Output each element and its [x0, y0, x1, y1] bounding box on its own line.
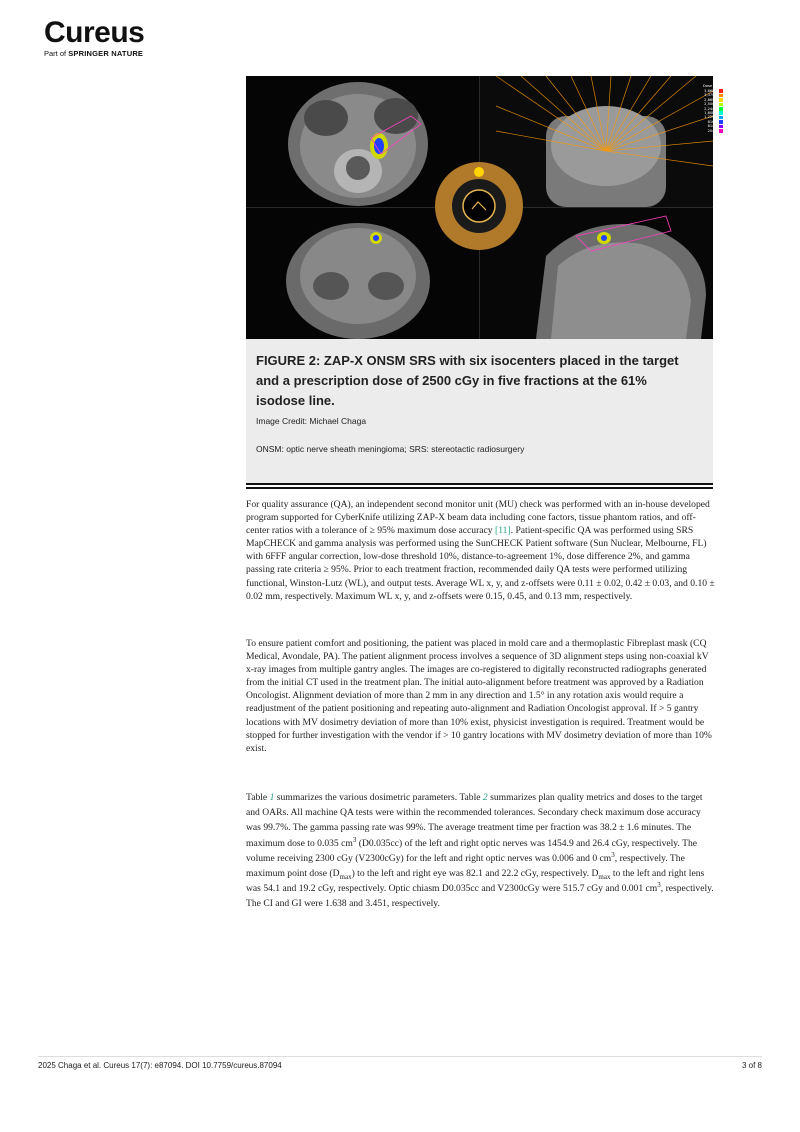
p1-text-b: . Patient-specific QA was performed using SRS MapCHECK and gamma analysis was performed using the SunCHECK Patient software (Sun Nuclear, Melbourne, FL) with 6FFF angular correction, low-dose threshold 10%, distance-to-agreement 1%, dose difference 2%, and gamma passing rate criteria ≥ 95%. Prior to each treatment fraction, recommended daily QA tests were performed utilizing functional, Winston-Lutz (WL), and output tests. Average WL x, y, and z-offsets were 0.11 ± 0.02, 0.42 ± 0.03, and 0.10 ± 0.02 mm, respectively. Maximum WL x, y, and z-offsets were 0.15, 0.45, and 0.13 mm, respectively.	[246, 525, 715, 602]
p3-sup-2: 3	[611, 850, 615, 859]
paragraph-positioning	[246, 637, 716, 755]
dose-legend-swatch	[719, 129, 723, 133]
footer-page-number: 3 of 8	[741, 1061, 762, 1070]
dose-legend-swatch	[719, 94, 723, 98]
dose-legend-swatch	[719, 120, 723, 124]
logo-wordmark: Cureus	[44, 16, 145, 49]
dose-legend-value: 2,500.0	[704, 102, 718, 107]
figure-abbreviations: ONSM: optic nerve sheath meningioma; SRS: stereotactic radiosurgery	[256, 444, 525, 454]
dose-legend-value: 614.8	[707, 124, 718, 129]
footer-citation: 2025 Chaga et al. Cureus 17(7): e87094. DOI 10.7759/cureus.87094	[38, 1061, 282, 1070]
p3-sub-1: max	[339, 872, 352, 881]
p3-text-3: summarizes plan quality metrics and doses to the target and OARs. All machine QA tests were within the recommended tolerances. Secondary check maximum dose accuracy was 99.7%. The gamma passing rate was 99%. The average treatment time per fraction was 38.2 ± 1.6 minutes. The maximum dose to 0.035 cm	[246, 792, 703, 849]
dose-legend-swatch	[719, 98, 723, 102]
p3-sub-2: max	[598, 872, 611, 881]
dose-legend-swatch	[719, 111, 723, 115]
p3-text-6: ) to the left and right eye was 82.1 and 22.2 cGy, respectively. D	[351, 868, 599, 880]
dose-legend-row	[703, 129, 723, 133]
logo-part-of: Part of	[44, 49, 67, 58]
reference-link-11[interactable]: [11]	[495, 525, 511, 537]
dose-legend-title: Dose [cGy]	[703, 84, 723, 88]
table-link-1[interactable]: 1	[269, 792, 275, 803]
p3-text-8: , respectively. The CI and GI were 1.638 and 3.451, respectively.	[246, 883, 714, 910]
cureus-logo[interactable]	[44, 18, 144, 58]
dose-legend-swatch	[719, 116, 723, 120]
figure-image	[246, 76, 713, 339]
dose-legend-top	[703, 84, 723, 133]
p1-text-a: For quality assurance (QA), an independent second monitor unit (MU) check was performed with an in-house developed program supported for CyberKnife utilizing ZAP-X beam data including cone factors, tissue phantom ratios, and off-center ratios with a tolerance of ≥ 95% maximum dose accuracy	[246, 499, 710, 537]
dose-legend-swatch	[719, 125, 723, 129]
paragraph-qa	[246, 498, 716, 603]
dose-legend-value: 2,244.7	[704, 106, 718, 111]
p3-text-4: (D0.035cc) of the left and right optic nerves was 1454.9 and 26.4 cGy, respectively. The volume receiving 2300 cGy (V2300cGy) for the left and right optic nerves was 0.006 and 0 cm	[246, 837, 698, 864]
dose-legend-value: 3,668.5	[704, 89, 718, 93]
dose-legend-swatch	[719, 107, 723, 111]
dose-legend-value: 816.7	[707, 119, 718, 124]
footer-divider	[38, 1056, 762, 1057]
p3-sup-1: 3	[352, 835, 357, 844]
dose-legend-value: 2,869.8	[704, 97, 718, 102]
p3-text-2: summarizes the various dosimetric parameters. Table	[274, 792, 483, 803]
p3-sup-3: 3	[657, 881, 661, 890]
image-credit: Image Credit: Michael Chaga	[256, 416, 367, 426]
caption-rule-bottom	[246, 487, 713, 489]
p3-text-5: , respectively. The maximum point dose (D	[246, 852, 685, 880]
dose-legend-swatch	[719, 103, 723, 107]
dose-legend-value: 1,229.5	[704, 115, 718, 120]
dose-legend-value: 1,608.3	[704, 111, 718, 116]
paragraph-results	[246, 790, 716, 912]
table-link-2[interactable]: 2	[482, 792, 488, 803]
dose-legend-value: 204.6	[707, 128, 718, 133]
p2-text: To ensure patient comfort and positioning, the patient was placed in mold care and a thermoplastic Fibreplast mask (CQ Medical, Avondale, PA). The patient alignment process involves a sequence of 3D alignment steps using non-coaxial kV x-ray images from multiple gantry angles. The images are co-registered to digitally reconstructed radiographs generated from the initial CT used in the treatment plan. The initial auto-alignment before treatment was approved by a Radiation Oncologist. Alignment deviation of more than 2 mm in any direction and 1.5° in any rotation axis would require a readjustment of the patient positioning and repeating auto-alignment and Radiation Oncologist approval. If > 5 gantry locations with MV dosimetry deviation of more than 10% exist, physicist investigation is required. Treatment would be stopped for further investigation with the vendor if > 10 gantry locations with MV dosimetry deviation of more than 10% exist.	[246, 638, 712, 754]
logo-publisher: SPRINGER NATURE	[68, 49, 144, 58]
logo-tagline	[44, 49, 144, 58]
figure-caption	[246, 339, 713, 483]
p3-text-7: to the left and right lens was 54.1 and 19.2 cGy, respectively. Optic chiasm D0.035cc and V2300cGy were 515.7 cGy and 0.001 cm	[246, 868, 705, 895]
dose-legend-value: 3,379.1	[704, 93, 718, 98]
p3-text-1: Table	[246, 792, 270, 803]
caption-rule-top	[246, 483, 713, 485]
treatment-plan-render	[246, 76, 713, 339]
dose-legend-swatch	[719, 89, 723, 93]
figure-title: FIGURE 2: ZAP-X ONSM SRS with six isocenters placed in the target and a prescription dose of 2500 cGy in five fractions at the 61% isodose line.	[256, 353, 679, 408]
